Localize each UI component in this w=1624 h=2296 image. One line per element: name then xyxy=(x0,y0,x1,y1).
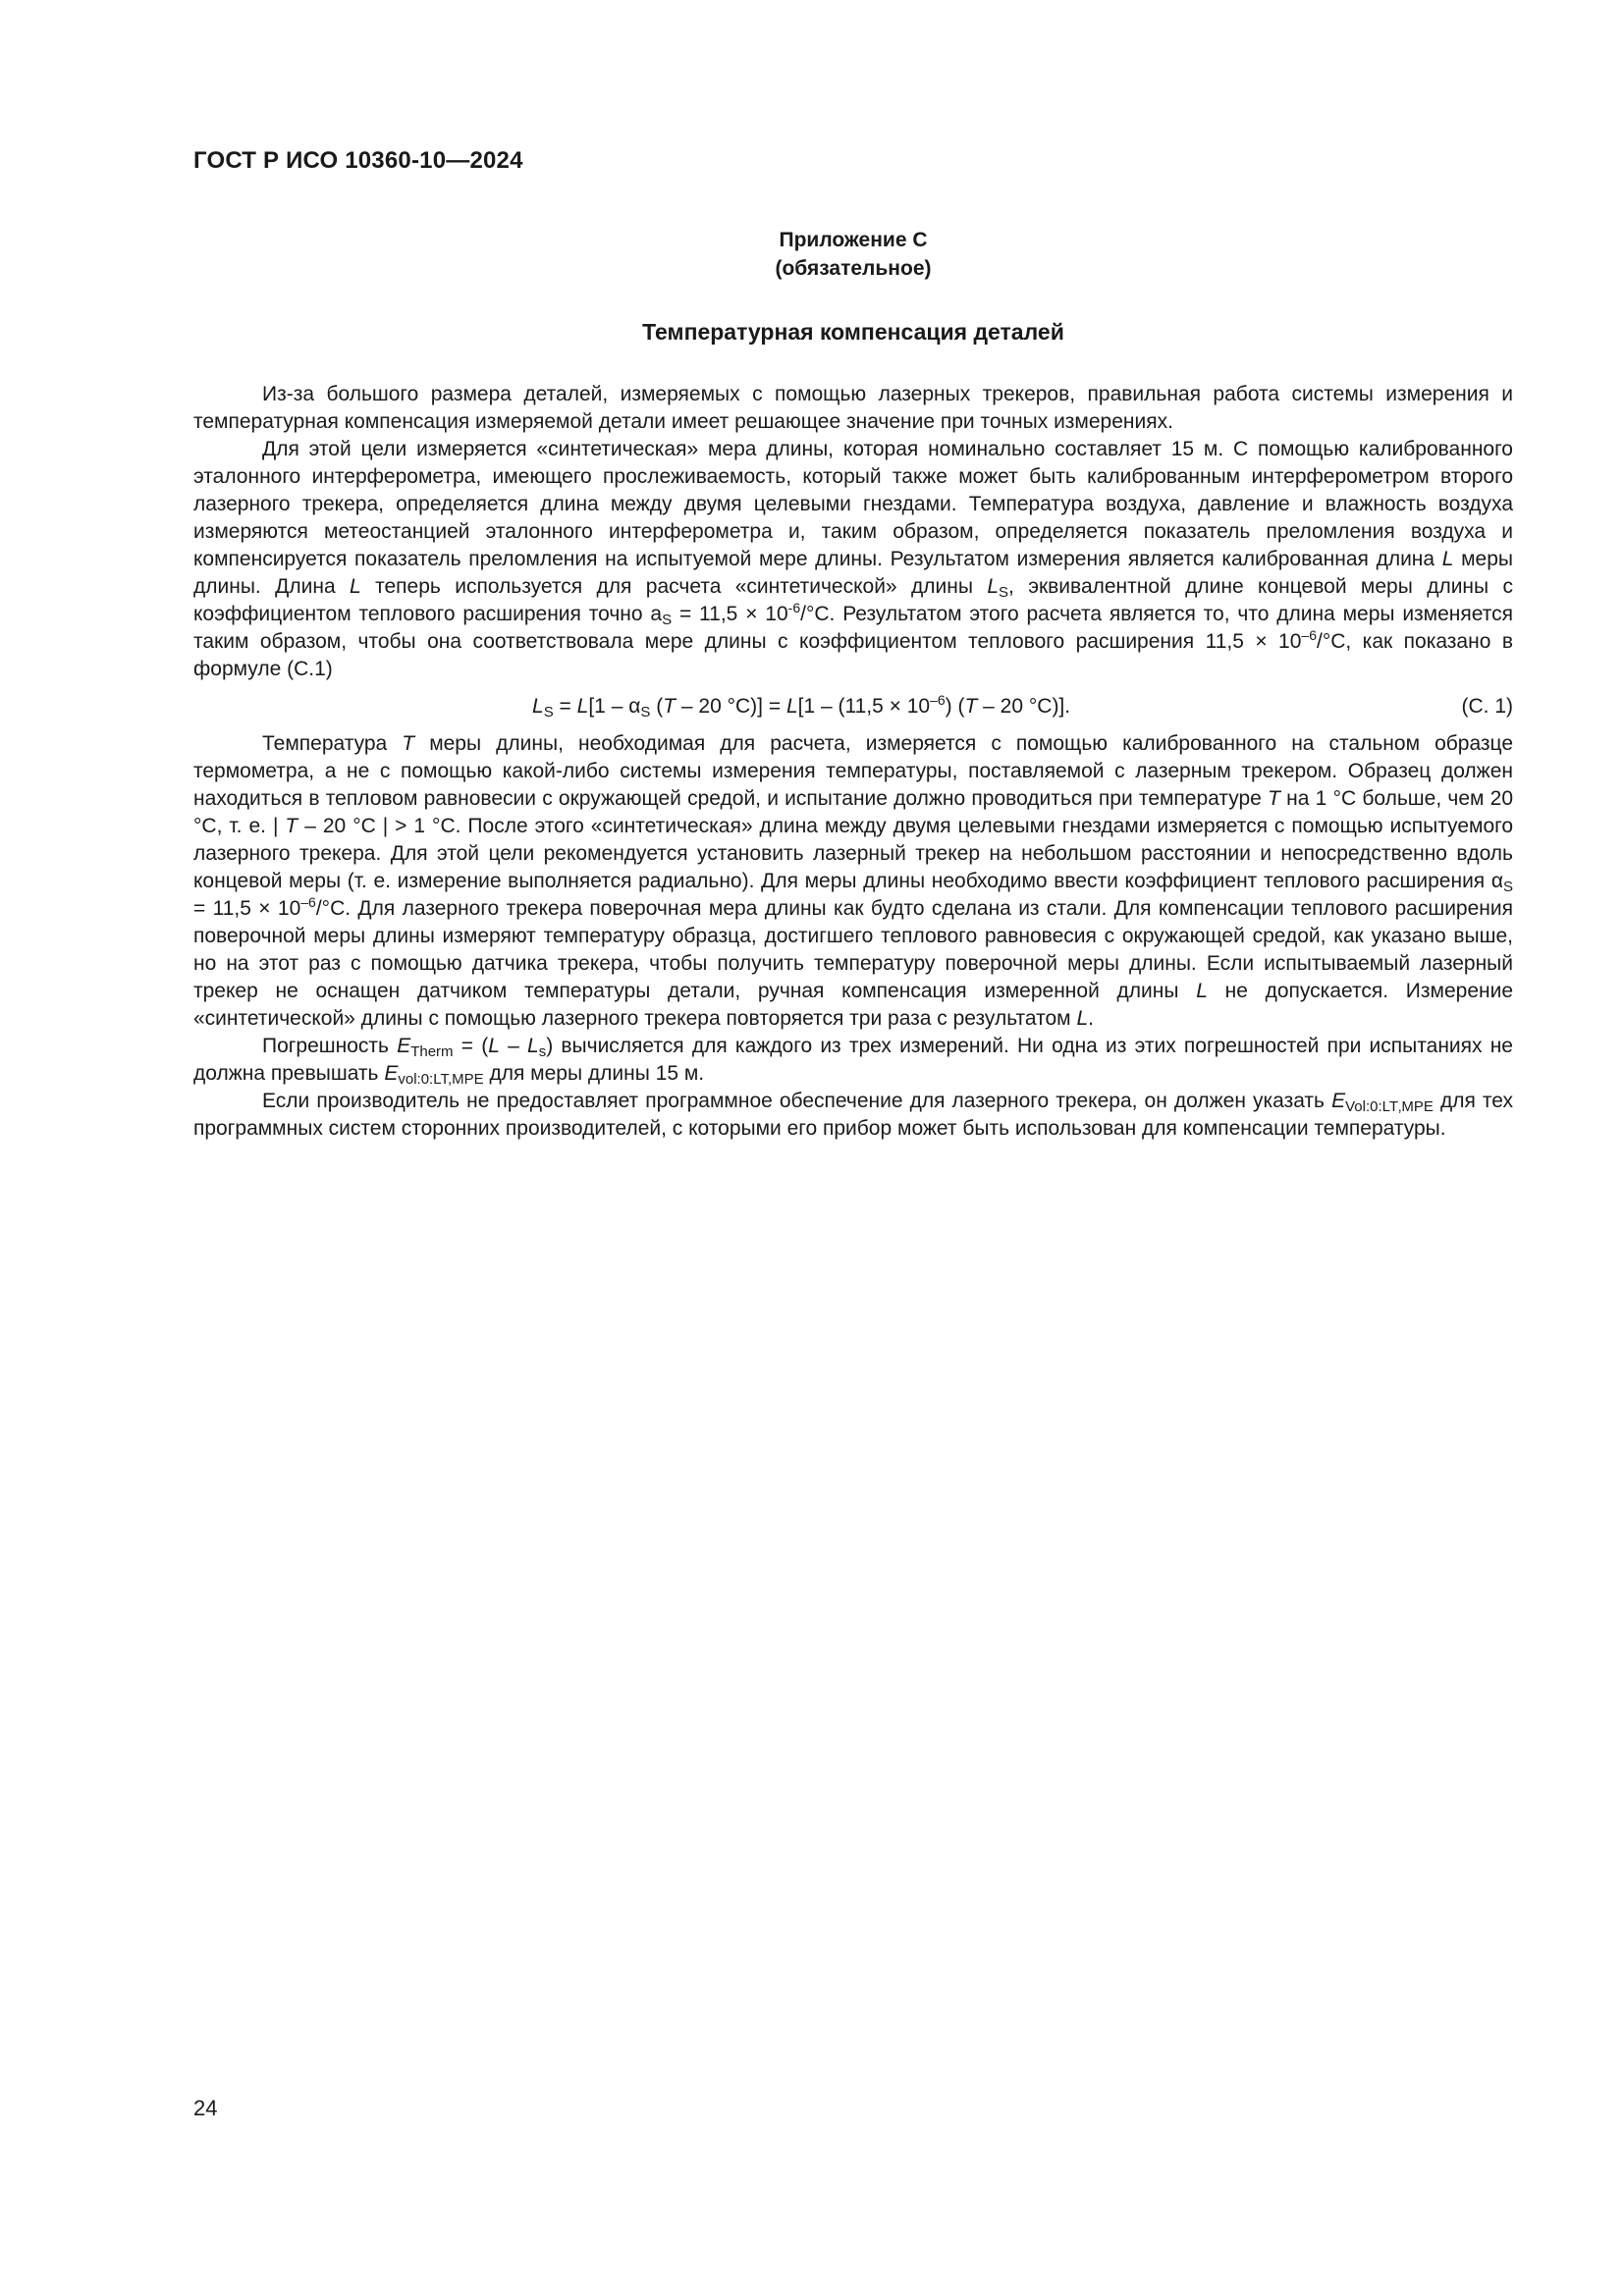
paragraph-3: Температура T меры длины, необходимая для расчета, измеряется с помощью калиброванного на стальном образце термометра, а не с помощью какой-либо системы измерения температуры, поставляемой с лазерным трекером. Образец должен находиться в тепловом равновесии с окружающей средой, и испытание должно проводиться при температуре T на 1 °C больше, чем 20 °C, т. е. | T – 20 °C | > 1 °C. После этого «синтетическая» длина между двумя целевыми гнездами измеряется с помощью испытуемого лазерного трекера. Для этой цели рекомендуется установить лазерный трекер на небольшом расстоянии и непосредственно вдоль концевой меры (т. е. измерение выполняется радиально). Для меры длины необходимо ввести коэффициент теплового расширения $\alpha_S = 11,5 \times 10^{-6}/^\circ C$. Для лазерного трекера поверочная мера длины как будто сделана из стали. Для компенсации теплового расширения поверочной меры длины измеряют температуру образца, достигшего теплового равновесия с окружающей средой, как указано выше, но на этот раз с помощью датчика трекера, чтобы получить температуру поверочной меры длины. Если испытываемый лазерный трекер не оснащен датчиком температуры детали, ручная компенсация измеренной длины L не допускается. Измерение «синтетической» длины с помощью лазерного трекера повторяется три раза с результатом L. xyxy=(193,732,1514,1030)
annex-heading xyxy=(193,226,1513,283)
annex-title: Температурная компенсация деталей xyxy=(642,319,1064,345)
annex-body xyxy=(193,381,1513,1143)
paragraph-5: Если производитель не предоставляет программное обеспечение для лазерного трекера, он должен указать $E_{Vol:0:LT‚MPE}$ для тех программных систем сторонних производителей, с которыми его прибор может быть использован для компенсации температуры. xyxy=(193,1090,1513,1140)
annex-status: (обязательное) xyxy=(775,257,932,280)
formula-number: (С. 1) xyxy=(1461,695,1513,718)
formula-expression: $L_S = L[1 - \alpha_S$ (T – 20 $^\circ C)] = L[1 - (11,5 \times 10^{-6})$ (T – 20 °C)]. xyxy=(532,692,1071,721)
standard-header: ГОСТ Р ИСО 10360-10—2024 xyxy=(193,147,523,174)
page-number: 24 xyxy=(193,2096,218,2120)
formula-c1 xyxy=(193,685,1513,724)
paragraph-4: Погрешность $E_{Therm} = (L - L_s)$ вычисляется для каждого из трех измерений. Ни одна из этих погрешностей при испытаниях не должна превышать $E_{vol:0:LT,MPE}$ для меры длины 15 м. xyxy=(193,1035,1513,1088)
annex-label: Приложение С xyxy=(779,229,928,251)
paragraph-1: Из-за большого размера деталей, измеряемых с помощью лазерных трекеров, правильная работа системы измерения и температурная компенсация измеряемой детали имеет решающее значение при точных измерениях. xyxy=(193,383,1513,433)
paragraph-2: Для этой цели измеряется «синтетическая» мера длины, которая номинально составляет 15 м. С помощью калиброванного эталонного интерферометра, имеющего прослеживаемость, который также может быть калиброванным интерферометром второго лазерного трекера, определяется длина между двумя целевыми гнездами. Температура воздуха, давление и влажность воздуха измеряются метеостанцией эталонного интерферометра и, таким образом, определяется показатель преломления воздуха и компенсируется показатель преломления на испытуемой мере длины. Результатом измерения является калиброванная длина L меры длины. Длина L теперь используется для расчета «синтетической» длины $L_S$, эквивалентной длине концевой меры длины с коэффициентом теплового расширения точно $a_S = 11,5 \times 10^{-6}/^\circ C$. Результатом этого расчета является то, что длина меры изменяется таким образом, чтобы она соответствовала мере длины с коэффициентом теплового расширения $11,5 \times 10^{-6}/^\circ C$, как показано в формуле (С.1) xyxy=(193,438,1514,680)
